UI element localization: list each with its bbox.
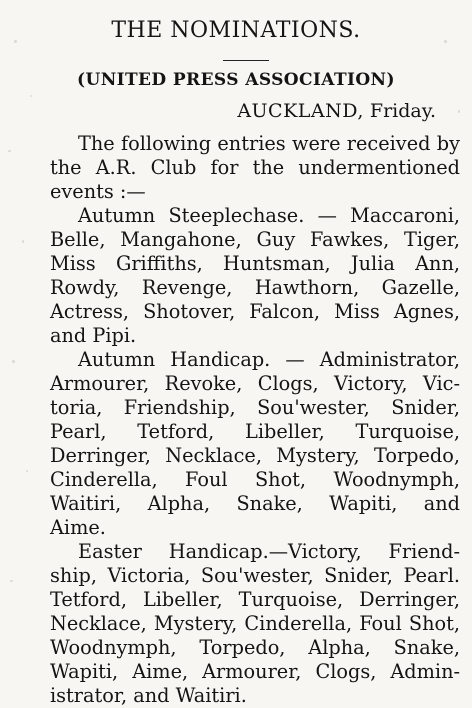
- body-line: Necklace, Mystery, Cinderella, Foul Shot,: [50, 612, 460, 635]
- body-line: Waitiri, Alpha, Snake, Wapiti, and: [50, 492, 460, 515]
- scan-speck: [8, 150, 11, 152]
- body-line: Armourer, Revoke, Clogs, Victory, Vic-: [50, 372, 460, 395]
- article-source: (UNITED PRESS ASSOCIATION): [77, 70, 395, 90]
- title-rule: [223, 60, 269, 61]
- body-line: ship, Victoria, Sou'wester, Snider, Pearl.: [50, 564, 460, 587]
- article-title: THE NOMINATIONS.: [111, 18, 361, 43]
- scan-speck: [26, 470, 28, 472]
- body-line: Pearl, Tetford, Libeller, Turquoise,: [50, 420, 460, 443]
- dateline-place: AUCKLAND,: [237, 100, 364, 122]
- body-line: Rowdy, Revenge, Hawthorn, Gazelle,: [50, 276, 460, 299]
- body-line: events :—: [50, 180, 146, 203]
- body-line: Actress, Shotover, Falcon, Miss Agnes,: [50, 300, 460, 323]
- body-line: Easter Handicap.—Victory, Friend-: [78, 540, 460, 563]
- body-line: The following entries were received by: [78, 132, 460, 155]
- body-line: Tetford, Libeller, Turquoise, Derringer,: [50, 588, 460, 611]
- dateline: [237, 100, 436, 122]
- scan-speck: [12, 360, 15, 363]
- body-line: Woodnymph, Torpedo, Alpha, Snake,: [50, 636, 460, 659]
- body-line: Autumn Handicap. — Administrator,: [78, 348, 460, 371]
- scan-speck: [22, 240, 24, 243]
- body-line: Derringer, Necklace, Mystery, Torpedo,: [50, 444, 460, 467]
- scan-speck: [458, 110, 460, 113]
- body-line: Belle, Mangahone, Guy Fawkes, Tiger,: [50, 228, 460, 251]
- dateline-day: Friday.: [369, 100, 436, 122]
- body-line: the A.R. Club for the undermentioned: [50, 156, 460, 179]
- body-line: istrator, and Waitiri.: [50, 684, 247, 707]
- article-body: [50, 132, 460, 708]
- body-line: Aime.: [50, 516, 106, 539]
- scan-speck: [10, 580, 13, 582]
- body-line: Cinderella, Foul Shot, Woodnymph,: [50, 468, 460, 491]
- body-line: and Pipi.: [50, 324, 137, 347]
- body-line: Autumn Steeplechase. — Maccaroni,: [78, 204, 460, 227]
- scan-speck: [30, 95, 32, 97]
- body-line: toria, Friendship, Sou'wester, Snider,: [50, 396, 460, 419]
- body-line: Wapiti, Aime, Armourer, Clogs, Admin-: [50, 660, 460, 683]
- body-line: Miss Griffiths, Huntsman, Julia Ann,: [50, 252, 460, 275]
